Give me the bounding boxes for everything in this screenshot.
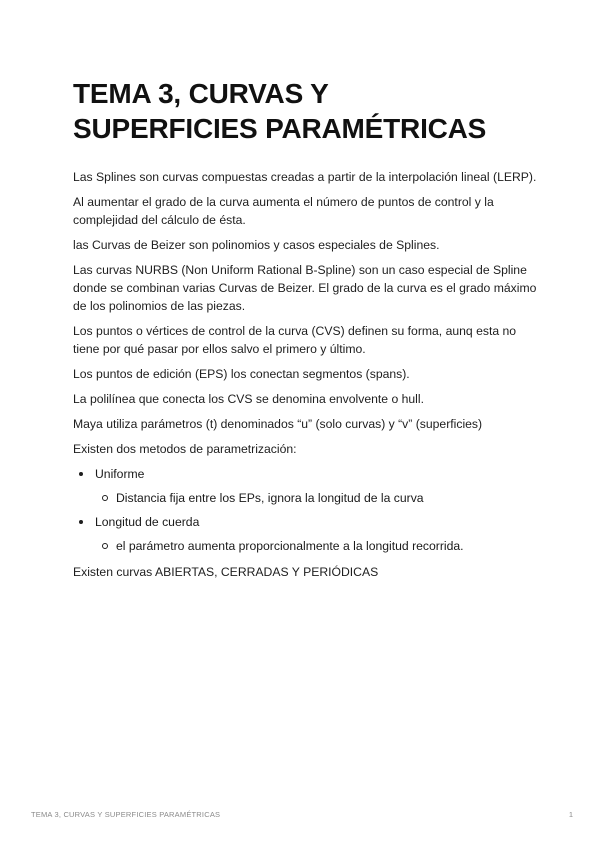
paragraph-beizer: las Curvas de Beizer son polinomios y casos especiales de Splines. (73, 238, 440, 252)
list-item-longitud-cuerda (73, 513, 543, 555)
sub-list-item-text: el parámetro aumenta proporcionalmente a la longitud recorrida. (116, 539, 464, 553)
sub-list (95, 537, 543, 555)
bullet-dot-icon (79, 472, 83, 476)
paragraph-nurbs: Las curvas NURBS (Non Uniform Rational B-Spline) son un caso especial de Spline donde se combinan varias Curvas de Beizer. El grado de la curva es el grado máximo de los polinomios de las piezas. (73, 263, 537, 313)
sub-list (95, 489, 543, 507)
sub-list-item-text: Distancia fija entre los EPs, ignora la longitud de la curva (116, 491, 424, 505)
bullet-dot-icon (79, 520, 83, 524)
title-line-1: TEMA 3, CURVAS Y (73, 78, 329, 109)
paragraph-hull: La polilínea que conecta los CVS se denomina envolvente o hull. (73, 392, 424, 406)
sub-list-item (95, 537, 543, 555)
bullet-circle-icon (102, 543, 108, 549)
paragraph-splines: Las Splines son curvas compuestas creadas a partir de la interpolación lineal (LERP). (73, 170, 537, 184)
paragraph-cvs: Los puntos o vértices de control de la curva (CVS) definen su forma, aunq esta no tiene por qué pasar por ellos salvo el primero y último. (73, 324, 517, 356)
paragraph-metodos: Existen dos metodos de parametrización: (73, 442, 297, 456)
sub-list-item (95, 489, 543, 507)
parametrization-list (73, 465, 543, 555)
footer-title: TEMA 3, CURVAS Y SUPERFICIES PARAMÉTRICAS (31, 810, 221, 819)
paragraph-grado: Al aumentar el grado de la curva aumenta el número de puntos de control y la complejidad del cálculo de ésta. (73, 195, 494, 227)
list-item-uniforme (73, 465, 543, 507)
title-line-2: SUPERFICIES PARAMÉTRICAS (73, 113, 487, 144)
document-body (73, 76, 543, 588)
list-item-label: Uniforme (95, 467, 145, 481)
bullet-circle-icon (102, 495, 108, 501)
paragraph-closing: Existen curvas ABIERTAS, CERRADAS Y PERIÓDICAS (73, 565, 379, 579)
page-title (73, 76, 543, 146)
list-item-label: Longitud de cuerda (95, 515, 200, 529)
paragraph-eps: Los puntos de edición (EPS) los conectan segmentos (spans). (73, 367, 410, 381)
paragraph-maya: Maya utiliza parámetros (t) denominados “u” (solo curvas) y “v” (superficies) (73, 417, 483, 431)
page-number: 1 (568, 810, 573, 819)
